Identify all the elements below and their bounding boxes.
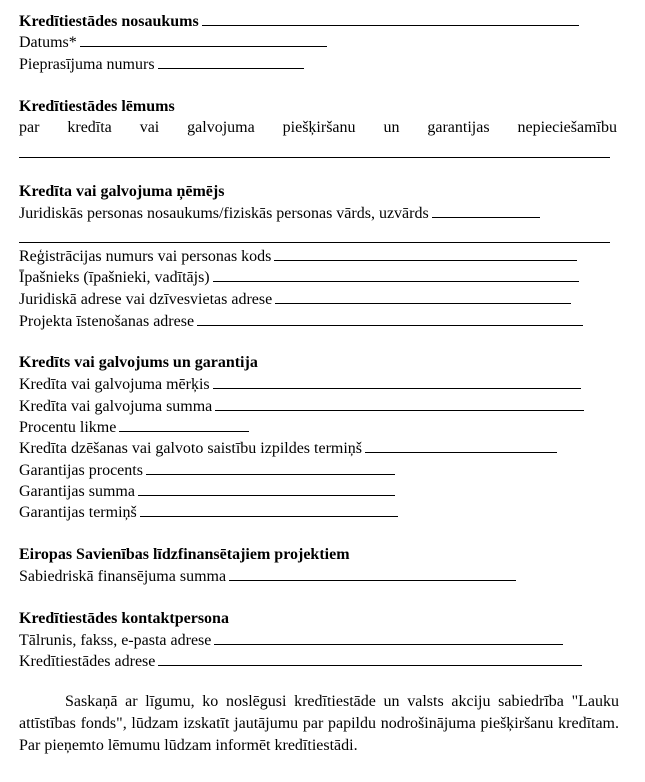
bank-address-blank[interactable] bbox=[158, 652, 582, 666]
decision-word: un bbox=[383, 119, 400, 136]
contact-heading: Kredītiestādes kontaktpersona bbox=[19, 610, 229, 627]
date-label: Datums* bbox=[19, 34, 77, 51]
decision-word: garantijas bbox=[427, 119, 490, 136]
credit-heading: Kredīts vai galvojums un garantija bbox=[19, 354, 258, 371]
date-blank[interactable] bbox=[80, 33, 327, 47]
request-number-blank[interactable] bbox=[158, 55, 304, 69]
contact-phone-field bbox=[19, 631, 563, 650]
footer-paragraph-text: Saskaņā ar līgumu, ko noslēgusi kredītiestāde un valsts akciju sabiedrība "Lauku attīstības fonds", lūdzam izskatīt jautājumu par papildu nodrošinājuma piešķiršanu kredītam. Par pieņemto lēmumu lūdzam informēt kredītiestādi. bbox=[19, 693, 619, 754]
project-address-blank[interactable] bbox=[197, 312, 583, 326]
address-label: Juridiskā adrese vai dzīvesvietas adrese bbox=[19, 291, 273, 308]
decision-blank-line[interactable] bbox=[19, 157, 610, 158]
bank-name-blank[interactable] bbox=[202, 12, 579, 26]
contact-phone-label: Tālrunis, fakss, e-pasta adrese bbox=[19, 632, 212, 649]
credit-purpose-blank[interactable] bbox=[213, 375, 581, 389]
decision-word: par bbox=[19, 119, 40, 136]
guarantee-amount-blank[interactable] bbox=[138, 482, 395, 496]
interest-rate-blank[interactable] bbox=[119, 418, 249, 432]
credit-amount-label: Kredīta vai galvojuma summa bbox=[19, 398, 213, 415]
interest-rate-field bbox=[19, 418, 249, 437]
public-funding-field bbox=[19, 567, 516, 586]
recipient-name-label: Juridiskās personas nosaukums/fiziskās personas vārds, uzvārds bbox=[19, 205, 429, 222]
decision-heading: Kredītiestādes lēmums bbox=[19, 98, 175, 115]
guarantee-amount-label: Garantijas summa bbox=[19, 483, 135, 500]
decision-word: vai bbox=[139, 119, 160, 136]
footer-paragraph bbox=[19, 691, 619, 757]
reg-number-field bbox=[19, 247, 577, 266]
recipient-name-blank[interactable] bbox=[432, 204, 540, 218]
recipient-heading: Kredīta vai galvojuma ņēmējs bbox=[19, 183, 225, 200]
guarantee-term-label: Garantijas termiņš bbox=[19, 504, 137, 521]
guarantee-term-field bbox=[19, 503, 398, 522]
repayment-term-blank[interactable] bbox=[365, 439, 557, 453]
guarantee-term-blank[interactable] bbox=[140, 503, 398, 517]
recipient-name-blank-line[interactable] bbox=[19, 242, 610, 243]
credit-purpose-label: Kredīta vai galvojuma mērķis bbox=[19, 376, 210, 393]
bank-name-field bbox=[19, 12, 579, 31]
guarantee-percent-label: Garantijas procents bbox=[19, 462, 143, 479]
repayment-term-field bbox=[19, 439, 557, 458]
guarantee-amount-field bbox=[19, 482, 395, 501]
address-blank[interactable] bbox=[275, 290, 571, 304]
date-field bbox=[19, 33, 327, 52]
address-field bbox=[19, 290, 571, 309]
request-number-field bbox=[19, 55, 304, 74]
request-number-label: Pieprasījuma numurs bbox=[19, 56, 155, 73]
recipient-name-field bbox=[19, 204, 540, 223]
decision-word: kredīta bbox=[67, 119, 112, 136]
project-address-field bbox=[19, 312, 583, 331]
bank-address-field bbox=[19, 652, 582, 671]
contact-phone-blank[interactable] bbox=[214, 631, 563, 645]
public-funding-label: Sabiedriskā finansējuma summa bbox=[19, 568, 227, 585]
public-funding-blank[interactable] bbox=[229, 567, 516, 581]
owner-label: Īpašnieks (īpašnieki, vadītājs) bbox=[19, 269, 210, 286]
decision-word: piešķiršanu bbox=[282, 119, 356, 136]
reg-number-label: Reģistrācijas numurs vai personas kods bbox=[19, 248, 272, 265]
decision-word: nepieciešamību bbox=[517, 119, 617, 136]
decision-text bbox=[19, 119, 617, 137]
guarantee-percent-field bbox=[19, 461, 395, 480]
decision-word: galvojuma bbox=[187, 119, 255, 136]
repayment-term-label: Kredīta dzēšanas vai galvoto saistību izpildes termiņš bbox=[19, 440, 363, 457]
credit-purpose-field bbox=[19, 375, 581, 394]
bank-address-label: Kredītiestādes adrese bbox=[19, 653, 156, 670]
interest-rate-label: Procentu likme bbox=[19, 419, 117, 436]
owner-blank[interactable] bbox=[213, 268, 579, 282]
eu-heading: Eiropas Savienības līdzfinansētajiem projektiem bbox=[19, 546, 350, 563]
reg-number-blank[interactable] bbox=[274, 247, 577, 261]
credit-amount-blank[interactable] bbox=[215, 397, 584, 411]
credit-amount-field bbox=[19, 397, 584, 416]
guarantee-percent-blank[interactable] bbox=[146, 461, 395, 475]
bank-name-label: Kredītiestādes nosaukums bbox=[19, 13, 199, 30]
owner-field bbox=[19, 268, 579, 287]
project-address-label: Projekta īstenošanas adrese bbox=[19, 313, 195, 330]
